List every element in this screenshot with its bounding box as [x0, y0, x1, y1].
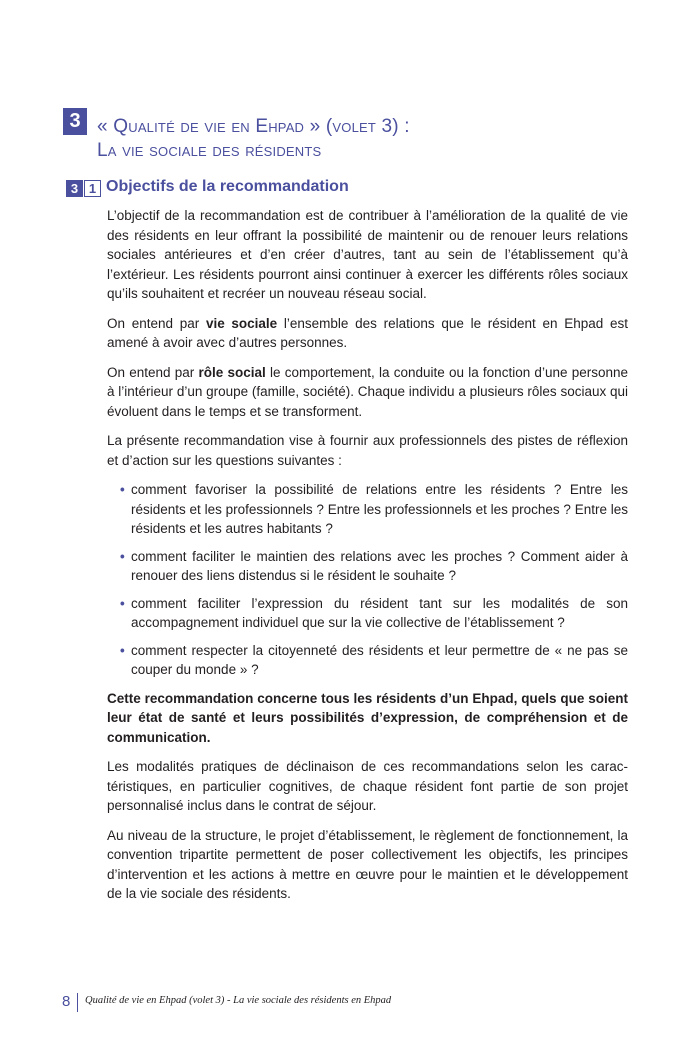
section-heading — [63, 180, 663, 202]
list-item — [120, 480, 628, 539]
running-title: Qualité de vie en Ehpad (volet 3) - La vie sociale des résidents en Ehpad — [85, 995, 392, 1006]
section-title: Objectifs de la recommandation — [106, 178, 349, 195]
page-number: 8 — [62, 993, 71, 1010]
paragraph-structure: Au niveau de la structure, le projet d’établissement, le règlement de fonctionnement, la convention tripartite permettent de poser collectivement les objectifs, les principes d’intervention et les actions à mettre en œuvre pour le maintien et le développement de la vie sociale des résidents. — [107, 827, 628, 901]
list-item-text: comment favoriser la possibilité de relations entre les résidents ? Entre les résidents et les professionnels ? Entre les professionnels et les proches ? Entre les résidents et les autres habitants ? — [131, 482, 628, 536]
list-item-text: comment faciliter l’expression du résident tant sur les modalités de son accompagnement individuel que sur la vie collective de l’établissement ? — [131, 595, 628, 630]
text-run: le comportement, la conduite ou la fonction d’une personne à l’intérieur d’un groupe (famille, société). Chaque individu a plusieurs rôles sociaux qui évoluent dans le temps et se transforment. — [107, 364, 628, 419]
list-item — [120, 594, 628, 633]
list-item-text: comment faciliter le maintien des relations avec les proches ? Comment aider à renouer des liens distendus si le résident le souhaite ? — [131, 548, 628, 583]
text-run: l’ensemble des relations que le résident en Ehpad est amené à avoir avec d’autres personnes. — [107, 315, 628, 350]
bullet-icon: • — [120, 595, 125, 611]
footer-divider — [77, 993, 78, 1012]
paragraph-role-social — [107, 363, 628, 422]
chapter-number-badge: 3 — [63, 108, 87, 135]
questions-list — [107, 480, 628, 680]
term-vie-sociale: vie sociale — [205, 315, 278, 331]
body-text — [107, 206, 628, 914]
paragraph-scope: Cette recommandation concerne tous les résidents d’un Ehpad, quels que soient leur état de santé et leurs possibilités d’expression, de compréhension et de communication. — [107, 690, 628, 745]
chapter-title-line1: « Qualité de vie en Ehpad » (volet 3) : — [97, 116, 410, 137]
list-item — [120, 641, 628, 680]
chapter-title-line2: La vie sociale des résidents — [97, 140, 322, 161]
paragraph-objective: L’objectif de la recommandation est de contribuer à l’amélioration de la qualité de vie des résidents en leur offrant la possibilité de maintenir ou de renouer leurs relations sociales antérieures et d’en créer d’autres, tant au sein de l’établissement qu’à l’extérieur. Les résidents pourront ainsi continuer à exercer les différents rôles sociaux qu’ils souhaitent et recréer un nouveau réseau social. — [107, 208, 628, 301]
bullet-icon: • — [120, 548, 125, 564]
term-role-social: rôle social — [198, 364, 266, 380]
paragraph-modalities: Les modalités pratiques de déclinaison de ces recommandations selon les caractéristiques, en particulier cognitives, de chaque résident font partie de son projet personnalisé inclus dans le contrat de séjour. — [107, 759, 628, 813]
text-run: On entend par — [107, 315, 206, 331]
bullet-icon: • — [120, 642, 125, 658]
paragraph-vie-sociale — [107, 314, 628, 353]
paragraph-intro-questions: La présente recommandation vise à fournir aux professionnels des pistes de réflexion et d’action sur les questions suivantes : — [107, 433, 628, 468]
section-number-chapter: 3 — [66, 180, 83, 197]
list-item — [120, 547, 628, 586]
text-run: On entend par — [107, 364, 199, 380]
list-item-text: comment respecter la citoyenneté des résidents et leur permettre de « ne pas se couper du monde » ? — [131, 642, 628, 677]
bullet-icon: • — [120, 482, 125, 497]
chapter-title — [97, 115, 410, 163]
section-number-sub: 1 — [84, 180, 101, 197]
